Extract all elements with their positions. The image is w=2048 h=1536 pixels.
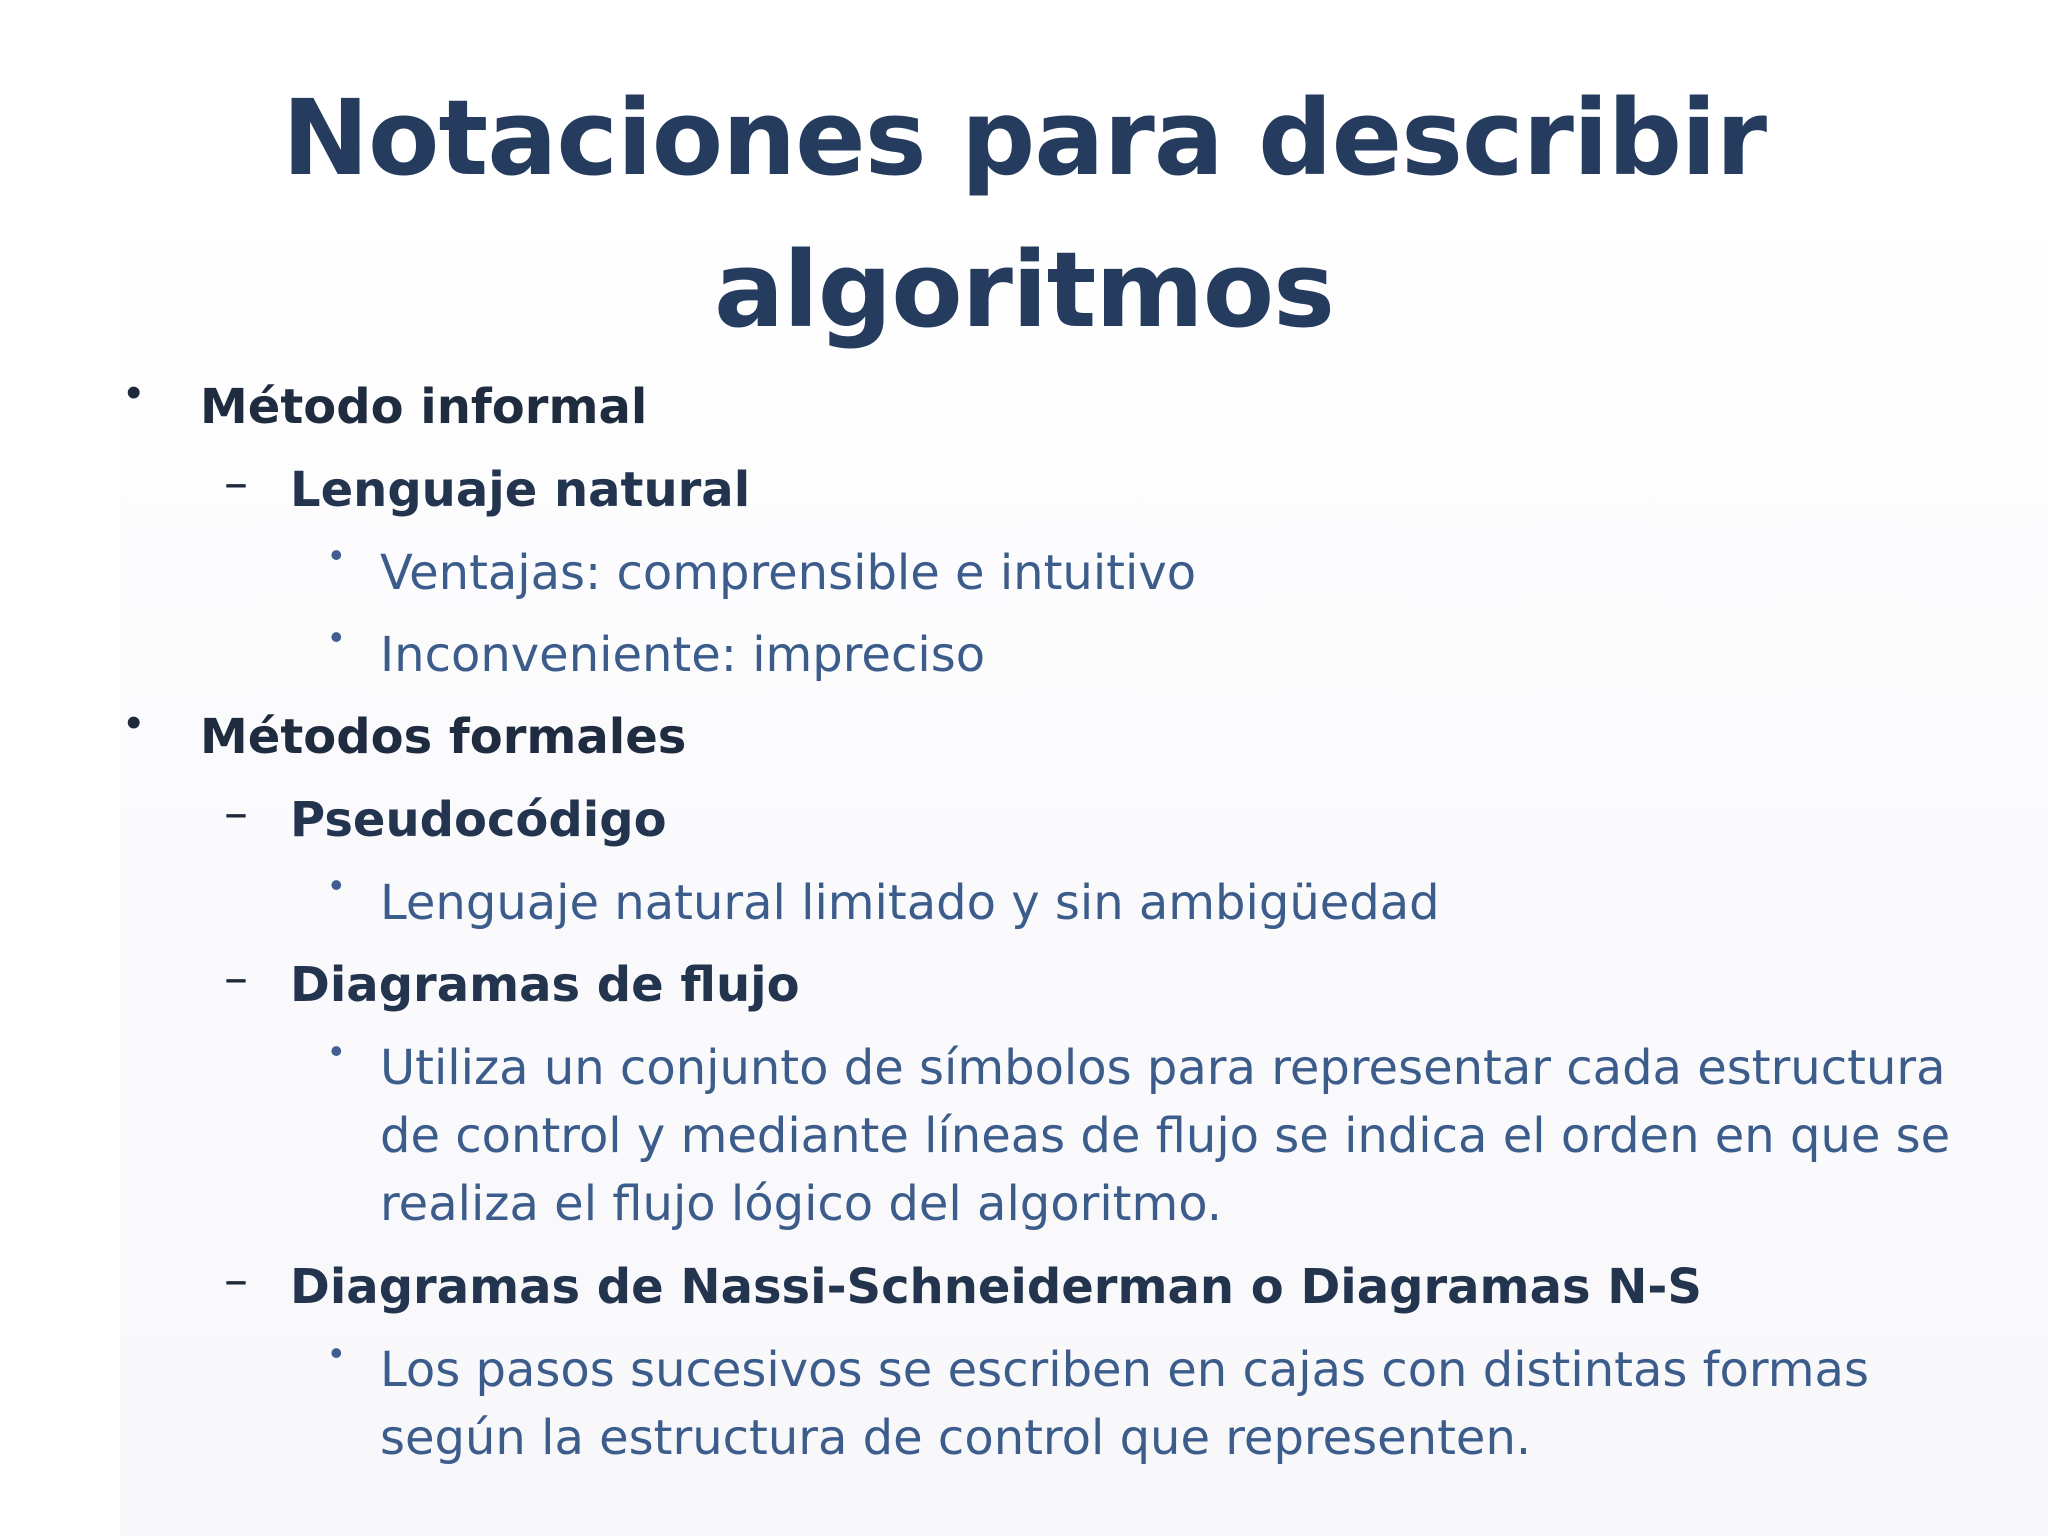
bullet-icon: •: [126, 368, 142, 417]
bullet-inconveniente: [330, 616, 986, 690]
bullet-text: Ventajas: comprensible e intuitivo: [380, 545, 1197, 601]
bullet-icon: •: [126, 698, 142, 747]
bullet-icon: •: [330, 1030, 343, 1071]
bullet-text: Método informal: [200, 379, 648, 435]
bullet-text: Lenguaje natural: [290, 462, 751, 518]
bullet-text: Pseudocódigo: [290, 792, 667, 848]
bullet-text: Diagramas de flujo: [290, 957, 800, 1013]
bullet-icon: •: [330, 616, 343, 657]
bullet-pasos-sucesivos: [330, 1332, 2010, 1472]
bullet-text: Diagramas de Nassi-Schneiderman o Diagramas N-S: [290, 1259, 1702, 1315]
title-line-2: algoritmos: [713, 229, 1335, 351]
slide-title: [0, 62, 2048, 366]
bullet-icon: •: [330, 534, 343, 575]
bullet-text: Utiliza un conjunto de símbolos para representar cada estructura de control y mediante líneas de flujo se indica el orden en que se realiza el flujo lógico del algoritmo.: [380, 1040, 1951, 1232]
title-line-1: Notaciones para describir: [282, 77, 1766, 199]
bullet-text: Los pasos sucesivos se escriben en cajas con distintas formas según la estructura de control que representen.: [380, 1342, 1869, 1466]
bullet-diagramas-flujo: [224, 950, 800, 1020]
bullet-icon: •: [330, 1332, 343, 1373]
dash-icon: –: [224, 785, 248, 841]
bullet-metodo-informal: [126, 368, 648, 442]
bullet-icon: •: [330, 864, 343, 905]
bullet-metodos-formales: [126, 698, 687, 772]
bullet-ventajas: [330, 534, 1197, 608]
dash-icon: –: [224, 1252, 248, 1308]
bullet-utiliza-simbolos: [330, 1030, 2010, 1238]
bullet-pseudocodigo: [224, 785, 667, 855]
dash-icon: –: [224, 950, 248, 1006]
bullet-text: Lenguaje natural limitado y sin ambigüedad: [380, 875, 1440, 931]
bullet-text: Métodos formales: [200, 709, 687, 765]
dash-icon: –: [224, 455, 248, 511]
bullet-text: Inconveniente: impreciso: [380, 627, 986, 683]
bullet-lenguaje-limitado: [330, 864, 1440, 938]
bullet-lenguaje-natural: [224, 455, 751, 525]
bullet-diagramas-ns: [224, 1252, 1702, 1322]
